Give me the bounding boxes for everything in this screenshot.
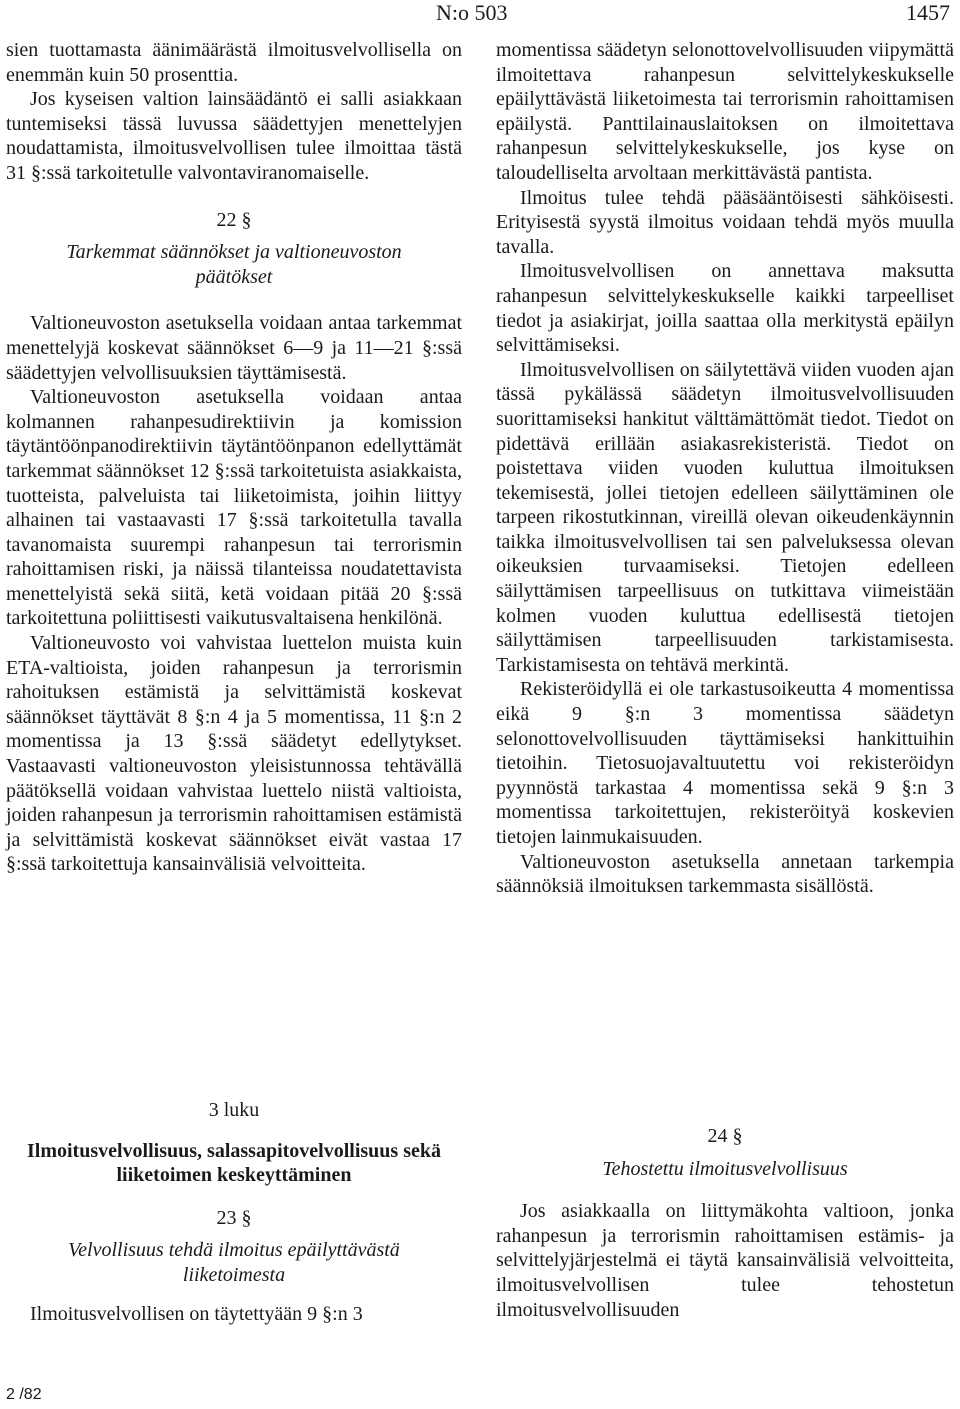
section-number: 24 §	[707, 1125, 743, 1147]
right-column	[496, 38, 954, 899]
section-24-block	[496, 1124, 954, 1322]
left-column	[6, 38, 462, 877]
paragraph: Rekisteröidyllä ei ole tarkastusoikeutta 4 momentissa eikä 9 §:n 3 momentissa säädetyn selonottovelvollisuuden täyttämiseksi hankittuihin tietoihin. Tietosuojavaltuutettu voi rekisteröidyn pyynnöstä tarkastaa 4 momentissa sekä 9 §:n 3 momentissa tarkoitettujen, rekisteröityä koskevien tietojen lainmukaisuuden.	[496, 678, 954, 848]
paragraph: sien tuottamasta äänimäärästä ilmoitusvelvollisella on enemmän kuin 50 prosenttia.	[6, 39, 462, 86]
paragraph: momentissa säädetyn selonottovelvollisuuden viipymättä ilmoitettava rahanpesun selvittelykeskukselle epäilyttävästä liiketoimesta tai terrorismin rahoittamisen epäilystä. Panttilainauslaitoksen on ilmoitettava rahanpesun selvittelykeskukselle, jos kyse on taloudelliselta arvoltaan merkittävästä pantista.	[496, 39, 954, 184]
section-number: 23 §	[216, 1206, 252, 1229]
chapter-number: 3 luku	[208, 1099, 260, 1121]
paragraph: Jos kyseisen valtion lainsäädäntö ei salli asiakkaan tuntemiseksi tässä luvussa säädettyjen menettelyjen noudattamista, ilmoitusvelvollisen tulee ilmoittaa tästä 31 §:ssä tarkoitetulle valvontaviranomaiselle.	[6, 88, 462, 184]
paragraph: Valtioneuvoston asetuksella voidaan antaa kolmannen rahanpesudirektiivin ja komission täytäntöönpanodirektiivin täytäntöönpanon edellyttämät tarkemmat säännökset 12 §:ssä tarkoitetuista asiakkaista, tuotteista, palveluista tai liiketoimista, joihin liittyy alhainen tai vastaavasti 17 §:ssä tarkoitetulla tavalla tavanomaista suurempi rahanpesun tai terrorismin rahoittamisen riski, ja näissä tilanteissa noudatettavista menettelyistä sekä siitä, ketä voidaan pitää 20 §:ssä tarkoitettuna poliittisesti vaikutusvaltaisena henkilönä.	[6, 386, 462, 630]
chapter-block	[6, 1098, 462, 1326]
paragraph: Ilmoitusvelvollisen on säilytettävä viiden vuoden ajan tässä pykälässä säädetyn ilmoitusvelvollisuuden suorittamiseksi hankitut välttämättömät tiedot. Tiedot on pidettävä erillään asiakasrekisteristä. Tiedot on poistettava viiden vuoden kuluttua ilmoituksen tekemisestä, jollei tietojen edelleen säilyttäminen ole tarpeen rikostutkinnan, vireillä olevan oikeudenkäynnin taikka ilmoitusvelvollisen tai sen palveluksessa olevan oikeuksien turvaamiseksi. Tietojen edelleen säilyttämisen tarpeellisuus on tutkittava viimeistään kolmen vuoden kuluttua edellisestä tietojen säilyttämisen tarpeellisuuden tarkistamisesta. Tarkistamisesta on tehtävä merkintä.	[496, 358, 954, 676]
page-header	[0, 0, 960, 30]
section-title: Tarkemmat säännökset ja valtioneuvoston päätökset	[66, 241, 402, 288]
section-title: Velvollisuus tehdä ilmoitus epäilyttävästä liiketoimesta	[68, 1239, 400, 1286]
section-number: 22 §	[216, 208, 252, 231]
paragraph: Valtioneuvoston asetuksella voidaan antaa tarkemmat menettelyjä koskevat säännökset 6—9 ja 11—21 §:ssä säädettyjen velvollisuuksien täyttämisestä.	[6, 312, 462, 384]
document-number: N:o 503	[436, 0, 508, 25]
paragraph: Ilmoitusvelvollisen on täytettyään 9 §:n 3	[30, 1302, 363, 1325]
section-title: Tehostettu ilmoitusvelvollisuus	[602, 1157, 848, 1180]
paragraph: Ilmoitusvelvollisen on annettava maksutta rahanpesun selvittelykeskukselle kaikki tarpeelliset tiedot ja asiakirjat, joilla saattaa olla merkitystä epäilyn selvittämiseksi.	[496, 260, 954, 357]
page-number: 1457	[906, 0, 950, 25]
chapter-title: Ilmoitusvelvollisuus, salassapitovelvollisuus sekä liiketoimen keskeyttäminen	[27, 1139, 441, 1187]
paragraph: Valtioneuvoston asetuksella annetaan tarkempia säännöksiä ilmoituksen tarkemmasta sisällöstä.	[496, 850, 954, 898]
sheet-mark: 2 /82	[6, 1386, 42, 1403]
paragraph: Valtioneuvosto voi vahvistaa luettelon muista kuin ETA-valtioista, joiden rahanpesun ja terrorismin rahoituksen estämistä ja selvittämistä koskevat säännökset täyttävät 8 §:n 4 ja 5 momentissa, 11 §:n 2 momentissa ja 13 §:ssä säädetyt edellytykset. Vastaavasti valtioneuvoston yleisistunnossa tehtävällä päätöksellä voidaan vahvistaa luettelo niistä valtioista, joiden rahanpesun ja terrorismin rahoittamisen estämistä ja selvittämistä koskevat säännökset eivät vastaa 17 §:ssä tarkoitettuja kansainvälisiä velvoitteita.	[6, 632, 462, 876]
paragraph: Jos asiakkaalla on liittymäkohta valtioon, jonka rahanpesun ja terrorismin rahoittamisen estämis- ja selvittelyjärjestelmä ei täytä kansainvälisiä velvoitteita, ilmoitusvelvollisen tulee tehostetun ilmoitusvelvollisuuden	[496, 1200, 954, 1321]
paragraph: Ilmoitus tulee tehdä pääsääntöisesti sähköisesti. Erityisestä syystä ilmoitus voidaan tehdä myös muulla tavalla.	[496, 186, 954, 258]
